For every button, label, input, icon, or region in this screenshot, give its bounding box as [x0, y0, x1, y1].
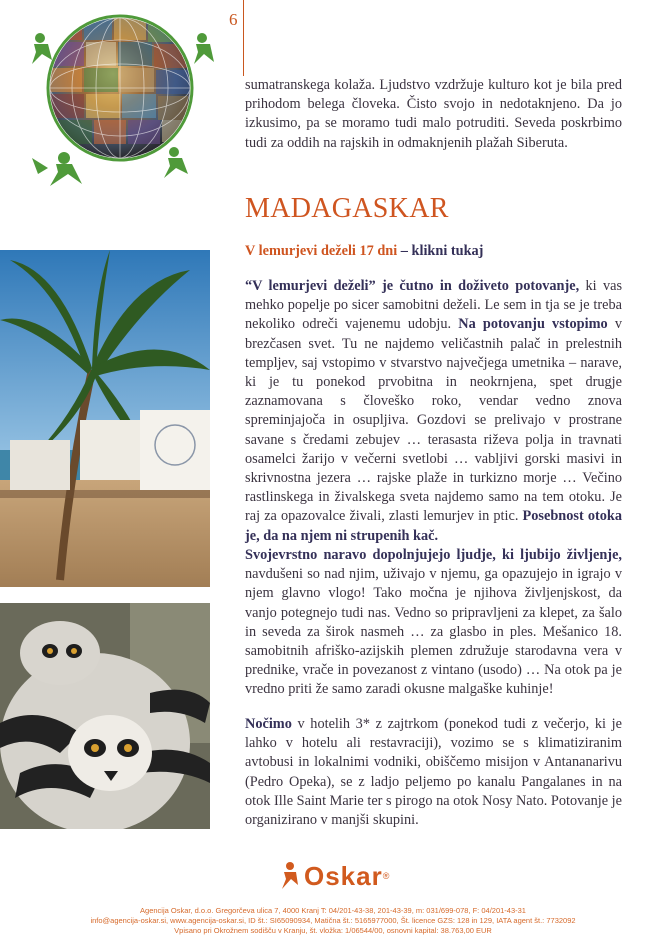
- globe-collage-image: [12, 8, 217, 188]
- para3-text-1: v hotelih 3* z zajtrkom (ponekod tudi z večerjo, ki je lahko v hotelu ali restavraciji), vozimo se s klimatiziranim avtobusi in lokalnimi vodniki, obiščemo misijon v Antananarivu (Pedro Opeka), se z ladjo peljemo po kanalu Pangalanes in na otok Ille Saint Marie ter s pirogo na otok Nosy Nato. Potovanje je organizirano v manjši skupini.: [245, 716, 622, 829]
- page-number: 6: [229, 10, 238, 29]
- vertical-rule: [243, 0, 244, 76]
- footer-line-2: info@agencija-oskar.si, www.agencija-oskar.si, ID št.: SI65090934, Matična št.: 5165977000, Št. licence GZS: 128 in 129, IATA agent št.: 7732092: [90, 916, 576, 925]
- trip-title[interactable]: V lemurjevi deželi 17 dni: [245, 243, 398, 259]
- lemur-photo: [0, 603, 210, 829]
- beach-photo: [0, 250, 210, 587]
- dancing-figure-icon: [278, 861, 300, 891]
- trip-link-text[interactable]: – klikni tukaj: [397, 243, 484, 259]
- para2-bold-1: Svojevrstno naravo dopolnjujejo ljudje, ki ljubijo življenje,: [245, 547, 622, 563]
- logo-text: Oskar: [304, 860, 383, 891]
- para1-text-1: ki vas mehko popelje po sicer samobitni deželi. Le sem in tja se je treba nekoliko odreči vajenemu udobju.: [245, 278, 623, 333]
- para1-bold-3: Posebnost otoka je, da na njem ni strupenih kač.: [245, 508, 622, 544]
- footer-line-3: Vpisano pri Okrožnem sodišču v Kranju, št. vložka: 1/06544/00, osnovni kapital: 38.763,00 EUR: [174, 926, 492, 935]
- intro-text: sumatranskega kolaža. Ljudstvo vzdržuje kulturo kot je bila pred prihodom belega človeka. Čisto svojo in nedotaknjeno. Da jo izkusimo, pa se moramo tudi malo potruditi. Seveda poskrbimo tudi za oddih na rajskih in odmaknjenih plažah Siberuta.: [245, 77, 622, 151]
- description-paragraph-2: [245, 546, 622, 700]
- description-paragraph-1: [245, 277, 622, 546]
- footer: [0, 906, 666, 936]
- para1-text-2: v brezčasen svet. Tu ne najdemo veličastnih palač in prelestnih templjev, saj vstopimo v stvarstvo največjega umetnika – narave, ki je tu ponekod prvobitna in neokrnjena, spet drugje zaznamovana s človeško roko, vendar vedno znova spreminjajoča in osupljiva. Gozdovi se prelivajo v prostrane savane s čredami zebujev … terasasta riževa polja in travnati osamelci žarijo v večerni svetlobi … vabljivi gorski masivi in skrivnostna jezera … rajske plaže in turkizno morje … Večino rastlinskega in živalskega sveta najdemo samo na tem otoku. Je raj za opazovalce živali, zlasti lemurjev in ptic.: [245, 316, 622, 525]
- description-paragraph-3: [245, 715, 622, 830]
- para2-text-1: navdušeni so nad njim, uživajo v njemu, ga opazujejo in igrajo v njem glavno vlogo! Tako močna je njihova življenjskost, da vanjo potegnejo tudi nas. Vedno so pripravljeni za klepet, za šalo in seveda za širok nasmeh … za glasbo in ples. Mešanico 18. samobitnih afriško-azijskih plemen združuje starodavna vera v prednike, vrače in povezanost z vintano (usodo) … Na otok pa je vredno priti že samo zaradi okusne malgaške kuhinje!: [245, 566, 622, 698]
- para1-bold-2: Na potovanju vstopimo: [458, 316, 608, 333]
- para1-bold-1: “V lemurjevi deželi” je čutno in doživeto potovanje,: [245, 278, 580, 294]
- para3-bold-1: Nočimo: [245, 716, 292, 732]
- footer-line-1: Agencija Oskar, d.o.o. Gregorčeva ulica 7, 4000 Kranj T: 04/201-43-38, 201-43-39, m: 031/699-078, F: 04/201-43-31: [140, 906, 526, 915]
- oskar-logo: [278, 860, 398, 892]
- section-title: MADAGASKAR: [245, 193, 449, 224]
- trip-link[interactable]: [245, 242, 622, 261]
- logo-registered-mark: ®: [382, 871, 390, 881]
- intro-paragraph: [245, 76, 622, 153]
